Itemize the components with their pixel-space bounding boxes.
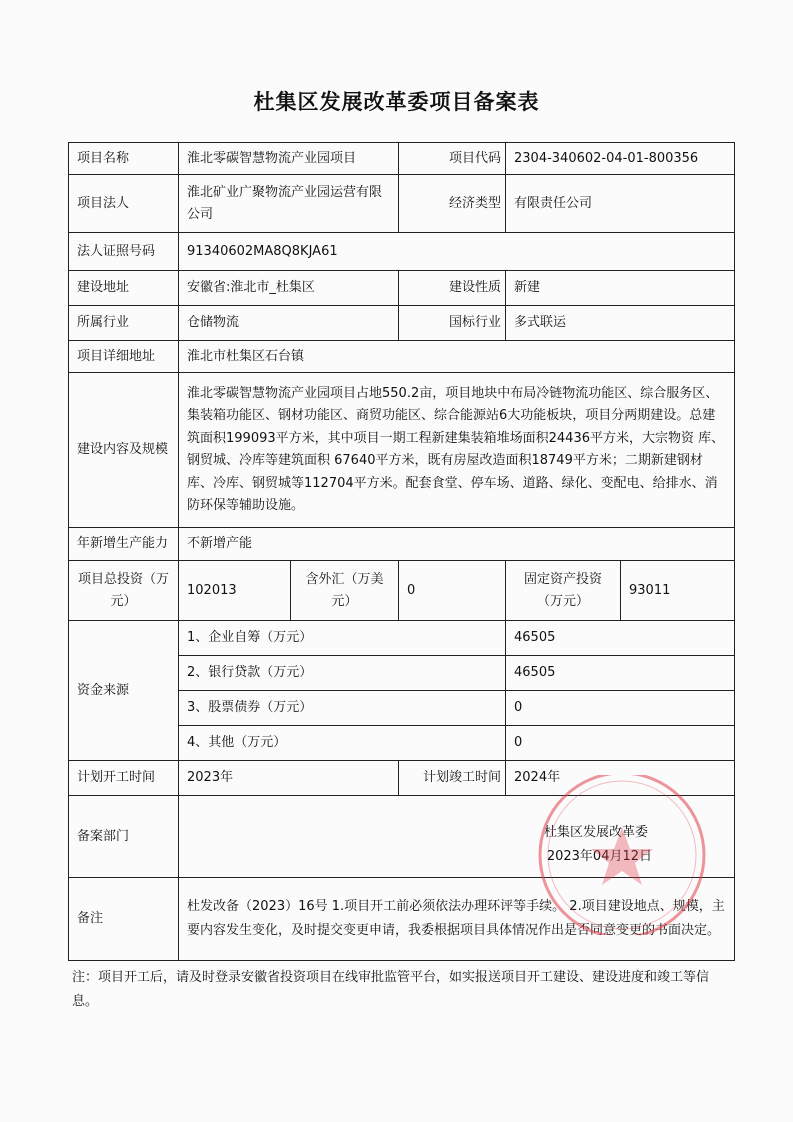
label: 备注 — [69, 878, 179, 961]
label: 项目法人 — [69, 175, 179, 233]
table-row — [69, 561, 735, 621]
value: 2024年 — [506, 761, 735, 796]
table-row — [69, 528, 735, 561]
value: 安徽省:淮北市_杜集区 — [179, 271, 399, 306]
value: 102013 — [179, 561, 291, 621]
table-row — [69, 373, 735, 528]
value: 有限责任公司 — [506, 175, 735, 233]
value: 2304-340602-04-01-800356 — [506, 143, 735, 175]
label: 建设内容及规模 — [69, 373, 179, 528]
label: 所属行业 — [69, 306, 179, 341]
label: 1、企业自筹（万元） — [179, 621, 506, 656]
value: 淮北零碳智慧物流产业园项目 — [179, 143, 399, 175]
label: 法人证照号码 — [69, 233, 179, 271]
label: 项目代码 — [399, 143, 506, 175]
label: 3、股票债券（万元） — [179, 691, 506, 726]
label: 4、其他（万元） — [179, 726, 506, 761]
label: 国标行业 — [399, 306, 506, 341]
table-row — [69, 233, 735, 271]
label: 含外汇（万美元） — [291, 561, 399, 621]
table-row — [69, 878, 735, 961]
label: 项目详细地址 — [69, 341, 179, 373]
label: 建设地址 — [69, 271, 179, 306]
value: 淮北矿业广聚物流产业园运营有限公司 — [179, 175, 399, 233]
label: 固定资产投资（万元） — [506, 561, 621, 621]
table-row — [69, 306, 735, 341]
table-row — [69, 175, 735, 233]
table-row — [69, 143, 735, 175]
label: 2、银行贷款（万元） — [179, 656, 506, 691]
value: 仓储物流 — [179, 306, 399, 341]
value: 淮北市杜集区石台镇 — [179, 341, 735, 373]
value: 杜发改备（2023）16号 1.项目开工前必须依法办理环评等手续。 2.项目建设地点、规模，主要内容发生变化，及时提交变更申请，我委根据项目具体情况作出是否同意变更的书面决定。 — [179, 878, 735, 961]
value: 46505 — [506, 656, 735, 691]
label: 计划竣工时间 — [399, 761, 506, 796]
label: 计划开工时间 — [69, 761, 179, 796]
label: 建设性质 — [399, 271, 506, 306]
value: 淮北零碳智慧物流产业园项目占地550.2亩，项目地块中布局冷链物流功能区、综合服务区、集装箱功能区、钢材功能区、商贸功能区、综合能源站6大功能板块，项目分两期建设。总建筑面积199093平方米，其中项目一期工程新建集装箱堆场面积24436平方米，大宗物资 库、钢贸城、冷库等建筑面积 67640平方米，既有房屋改造面积18749平方米；二期新建钢材库、冷库、钢贸城等112704平方米。配套食堂、停车场、道路、绿化、变配电、给排水、消防环保等辅助设施。 — [179, 373, 735, 528]
value: 0 — [506, 691, 735, 726]
value: 46505 — [506, 621, 735, 656]
table-row — [69, 341, 735, 373]
value: 不新增产能 — [179, 528, 735, 561]
footnote: 注：项目开工后，请及时登录安徽省投资项目在线审批监管平台，如实报送项目开工建设、建设进度和竣工等信息。 — [72, 970, 710, 1009]
table-row — [69, 621, 735, 656]
table-row — [69, 761, 735, 796]
value: 0 — [506, 726, 735, 761]
table-row — [69, 796, 735, 878]
value: 93011 — [621, 561, 735, 621]
org-name: 杜集区发展改革委 — [544, 825, 649, 840]
filing-date: 2023年04月12日 — [546, 849, 653, 864]
page-title: 杜集区发展改革委项目备案表 — [253, 90, 540, 114]
value: 2023年 — [179, 761, 399, 796]
filing-table — [68, 142, 735, 961]
label: 经济类型 — [399, 175, 506, 233]
label: 项目总投资（万元） — [69, 561, 179, 621]
table-row — [69, 271, 735, 306]
value: 0 — [399, 561, 506, 621]
label: 项目名称 — [69, 143, 179, 175]
value: 91340602MA8Q8KJA61 — [179, 233, 735, 271]
value: 多式联运 — [506, 306, 735, 341]
label: 备案部门 — [69, 796, 179, 878]
dept-cell — [179, 796, 735, 878]
label: 资金来源 — [69, 621, 179, 761]
value: 新建 — [506, 271, 735, 306]
label: 年新增生产能力 — [69, 528, 179, 561]
